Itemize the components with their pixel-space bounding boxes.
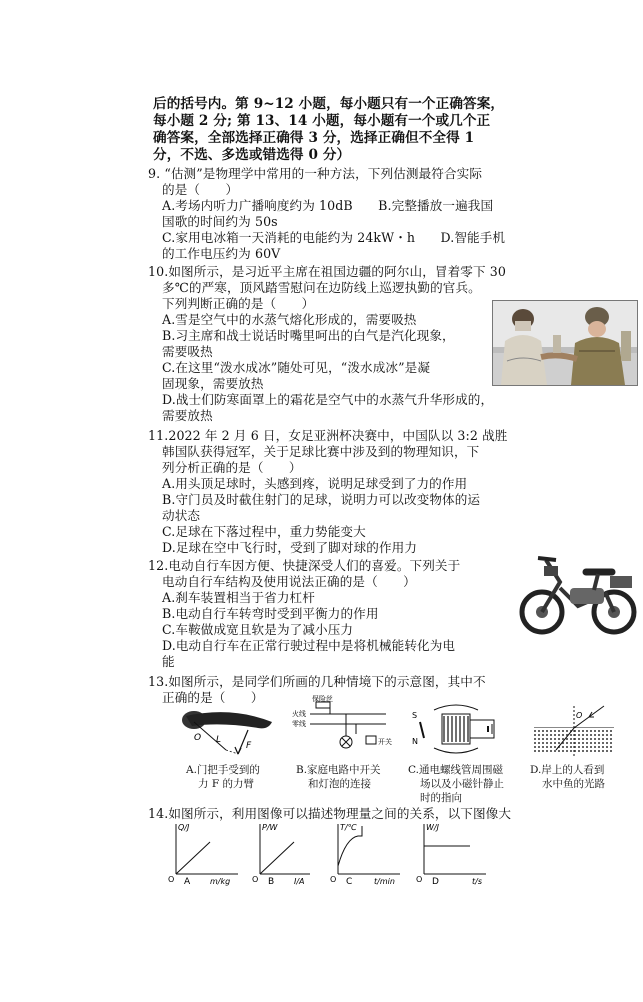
q11-line-5: B.守门员及时截住射门的足球，说明力可以改变物体的运 xyxy=(162,492,481,507)
graph-c-letter: C xyxy=(346,877,353,887)
q12-line-3: A.刹车装置相当于省力杠杆 xyxy=(162,590,315,605)
caption-a-line-1: A.门把手受到的 xyxy=(186,764,260,776)
graph-c xyxy=(328,818,412,888)
label-o-d: O xyxy=(576,711,583,720)
label-o-a: O xyxy=(194,733,202,743)
q10-photo-illustration xyxy=(493,301,637,385)
caption-d-line-2: 水中鱼的光路 xyxy=(542,778,605,790)
q12-line-4: B.电动自行车转弯时受到平衡力的作用 xyxy=(162,606,379,621)
graph-a-origin: O xyxy=(168,875,175,884)
q14-line-1: 14.如图所示，利用图像可以描述物理量之间的关系，以下图像大 xyxy=(148,806,512,821)
graph-d-letter: D xyxy=(432,877,439,887)
light-path-diagram xyxy=(534,702,614,758)
q10-line-5: B.习主席和战士说话时嘴里呵出的白气是汽化现象， xyxy=(162,328,455,343)
graph-b-svg xyxy=(250,818,330,888)
q13-line-2: 正确的是（ ） xyxy=(162,690,264,705)
q9-line-3: A.考场内听力广播响度约为 10dB B.完整播放一遍我国 xyxy=(162,198,494,213)
caption-c-line-3: 时的指向 xyxy=(420,792,462,804)
intro-line-2: 每小题 2 分; 第 13、14 小题，每小题有一个或几个正 xyxy=(153,113,491,129)
q10-line-2: 多℃的严寒，顶风踏雪慰问在边防线上巡逻执勤的官兵。 xyxy=(162,280,481,295)
intro-line-3: 确答案，全部选择正确得 3 分，选择正确但不全得 1 xyxy=(153,130,475,146)
fig-c-solenoid xyxy=(408,700,500,760)
q12-line-2: 电动自行车结构及使用说法正确的是（ ） xyxy=(162,574,416,589)
label-s: S xyxy=(412,711,418,720)
q9-line-4: 国歌的时间约为 50s xyxy=(162,214,278,229)
fig-b-circuit xyxy=(290,695,392,760)
q12-line-1: 12.电动自行车因方便、快捷深受人们的喜爱。下列关于 xyxy=(148,558,461,573)
label-fuse: 保险丝 xyxy=(312,695,333,703)
graph-d-svg xyxy=(414,818,498,888)
door-handle-diagram xyxy=(172,700,282,760)
label-live: 火线 xyxy=(292,710,306,718)
graph-c-ylabel: T/℃ xyxy=(340,823,357,832)
label-neutral: 零线 xyxy=(292,720,306,728)
graph-a-xlabel: m/kg xyxy=(210,877,231,886)
q11-line-8: D.足球在空中飞行时，受到了脚对球的作用力 xyxy=(162,540,418,555)
graph-c-origin: O xyxy=(330,875,337,884)
label-f: F xyxy=(246,741,252,751)
caption-d xyxy=(530,763,605,791)
graph-c-xlabel: t/min xyxy=(374,877,395,886)
graph-a-svg xyxy=(166,818,246,888)
q11-line-6: 动状态 xyxy=(162,508,201,523)
graph-d xyxy=(414,818,498,888)
q12-ebike-image xyxy=(516,548,640,638)
caption-b-line-2: 和灯泡的连接 xyxy=(308,778,371,790)
graph-d-origin: O xyxy=(416,875,423,884)
q9-line-6: 的工作电压约为 60V xyxy=(162,246,281,261)
graph-b-origin: O xyxy=(252,875,259,884)
q9-line-2: 的是（ ） xyxy=(162,182,239,197)
q9-line-5: C.家用电冰箱一天消耗的电能约为 24kW・h D.智能手机 xyxy=(162,230,506,245)
q10-line-10: 需要放热 xyxy=(162,408,213,423)
intro-line-1: 后的括号内。第 9~12 小题，每小题只有一个正确答案， xyxy=(153,96,505,112)
q12-line-5: C.车鞍做成宽且软是为了减小压力 xyxy=(162,622,354,637)
q12-line-6: D.电动自行车在正常行驶过程中是将机械能转化为电 xyxy=(162,638,456,653)
label-l: L xyxy=(216,735,222,745)
caption-c xyxy=(408,763,504,805)
q10-line-7: C.在这里“泼水成冰”随处可见，“泼水成冰”是凝 xyxy=(162,360,431,375)
label-n: N xyxy=(412,737,418,746)
q11-line-7: C.足球在下落过程中，重力势能变大 xyxy=(162,524,366,539)
caption-a-line-2: 力 F 的力臂 xyxy=(198,778,254,790)
graph-a-letter: A xyxy=(184,877,191,887)
solenoid-diagram xyxy=(408,700,500,760)
graph-c-svg xyxy=(328,818,412,888)
caption-b xyxy=(296,763,381,791)
graph-b-ylabel: P/W xyxy=(262,823,278,832)
caption-b-line-1: B.家庭电路中开关 xyxy=(296,764,381,776)
q10-line-3: 下列判断正确的是（ ） xyxy=(162,296,315,311)
q11-line-4: A.用头顶足球时，头感到疼，说明足球受到了力的作用 xyxy=(162,476,468,491)
q10-line-9: D.战士们防寒面罩上的霜花是空气中的水蒸气升华形成的， xyxy=(162,392,494,407)
graph-a-ylabel: Q/J xyxy=(178,823,190,832)
circuit-diagram xyxy=(290,695,392,760)
q11-line-3: 列分析正确的是（ ） xyxy=(162,460,302,475)
caption-c-line-2: 场以及小磁针静止 xyxy=(420,778,504,790)
q11-line-2: 韩国队获得冠军，关于足球比赛中涉及到的物理知识，下 xyxy=(162,444,480,459)
q10-line-8: 固现象，需要放热 xyxy=(162,376,264,391)
intro-line-4: 分，不选、多选或错选得 0 分） xyxy=(153,147,351,163)
caption-c-line-1: C.通电螺线管周围磁 xyxy=(408,764,503,776)
fig-a-door-handle xyxy=(172,700,282,760)
label-switch: 开关 xyxy=(378,738,392,746)
graph-b xyxy=(250,818,330,888)
graph-d-ylabel: W/J xyxy=(426,823,439,832)
graph-d-xlabel: t/s xyxy=(472,877,482,886)
graph-b-xlabel: I/A xyxy=(294,877,305,886)
q13-line-1: 13.如图所示，是同学们所画的几种情境下的示意图，其中不 xyxy=(148,674,486,689)
q12-line-7: 能 xyxy=(162,654,175,669)
caption-a xyxy=(186,763,260,791)
fig-d-light-path xyxy=(534,702,614,758)
graph-b-letter: B xyxy=(268,877,275,887)
q10-line-6: 需要吸热 xyxy=(162,344,213,359)
q10-line-1: 10.如图所示，是习近平主席在祖国边疆的阿尔山，冒着零下 30 xyxy=(148,264,506,279)
q10-line-4: A.雪是空气中的水蒸气熔化形成的，需要吸热 xyxy=(162,312,417,327)
q10-photo xyxy=(492,300,638,386)
q11-line-1: 11.2022 年 2 月 6 日，女足亚洲杯决赛中，中国队以 3:2 战胜 xyxy=(148,428,508,443)
graph-a xyxy=(166,818,246,888)
caption-d-line-1: D.岸上的人看到 xyxy=(530,764,605,776)
ebike-illustration xyxy=(516,548,640,638)
q9-line-1: 9. “估测”是物理学中常用的一种方法，下列估测最符合实际 xyxy=(148,166,483,181)
